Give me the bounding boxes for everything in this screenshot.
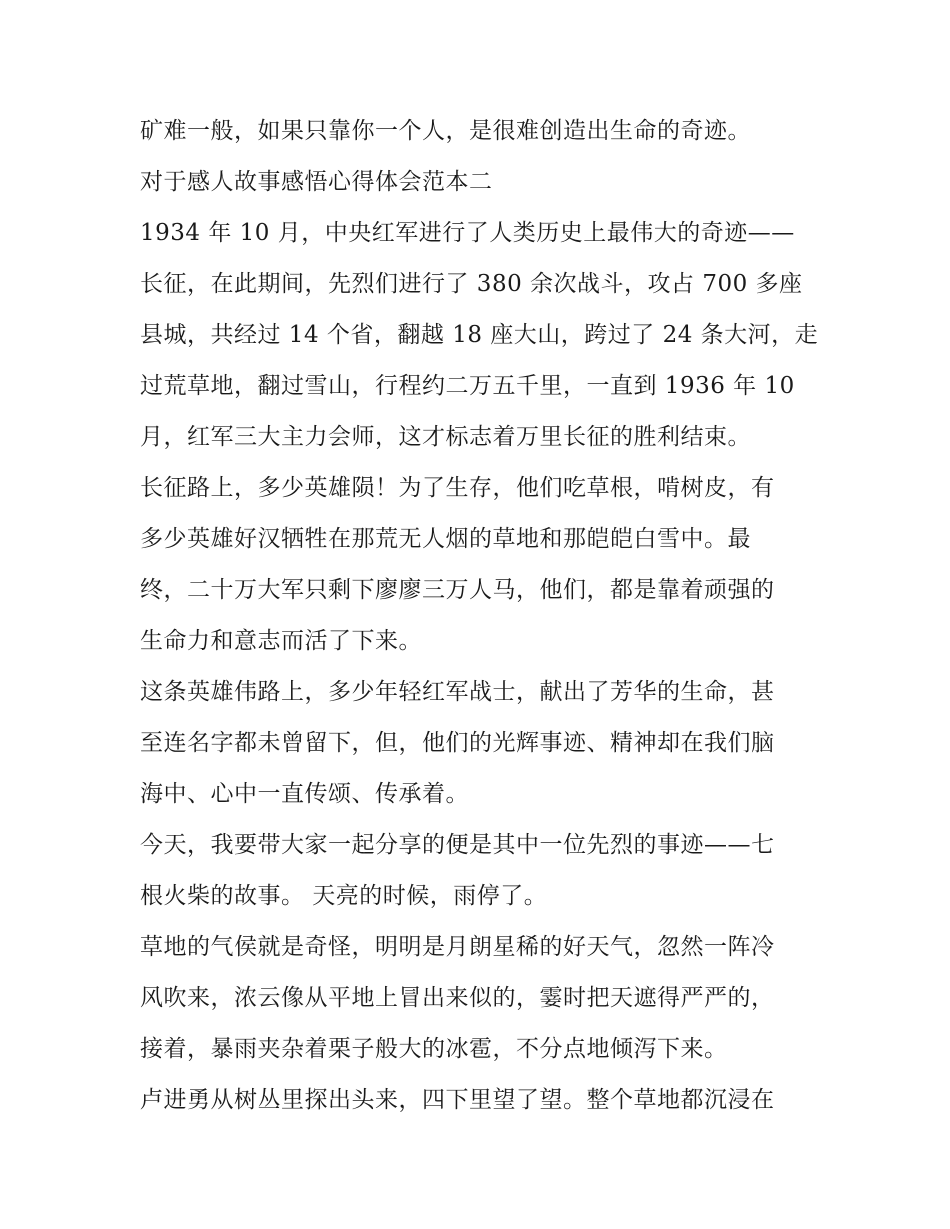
- text-line: 风吹来，浓云像从平地上冒出来似的，霎时把天遮得严严的，: [140, 985, 775, 1011]
- section-heading: 对于感人故事感悟心得体会范本二: [140, 169, 493, 195]
- text-line: 长征，在此期间，先烈们进行了 380 余次战斗，攻占 700 多座: [140, 271, 803, 297]
- text-line: 今天，我要带大家一起分享的便是其中一位先烈的事迹——七: [140, 832, 775, 858]
- text-line: 终，二十万大军只剩下廖廖三万人马，他们，都是靠着顽强的: [140, 577, 775, 603]
- text-line: 生命力和意志而活了下来。: [140, 628, 422, 654]
- text-line: 月，红军三大主力会师，这才标志着万里长征的胜利结束。: [140, 424, 751, 450]
- text-line: 海中、心中一直传颂、传承着。: [140, 781, 469, 807]
- text-line: 县城，共经过 14 个省，翻越 18 座大山，跨过了 24 条大河，走: [140, 322, 819, 348]
- text-line: 过荒草地，翻过雪山，行程约二万五千里，一直到 1936 年 10: [140, 373, 795, 399]
- text-line: 卢进勇从树丛里探出头来，四下里望了望。整个草地都沉浸在: [140, 1087, 775, 1113]
- text-line: 矿难一般，如果只靠你一个人，是很难创造出生命的奇迹。: [140, 118, 751, 144]
- text-line: 草地的气侯就是奇怪，明明是月朗星稀的好天气，忽然一阵冷: [140, 934, 775, 960]
- text-line: 长征路上，多少英雄陨！为了生存，他们吃草根，啃树皮，有: [140, 475, 775, 501]
- text-line: 多少英雄好汉牺牲在那荒无人烟的草地和那皑皑白雪中。最: [140, 526, 751, 552]
- text-line: 至连名字都未曾留下，但，他们的光辉事迹、精神却在我们脑: [140, 730, 775, 756]
- text-line: 1934 年 10 月，中央红军进行了人类历史上最伟大的奇迹——: [140, 220, 795, 246]
- text-line: 接着，暴雨夹杂着栗子般大的冰雹，不分点地倾泻下来。: [140, 1036, 728, 1062]
- text-line: 这条英雄伟路上，多少年轻红军战士，献出了芳华的生命，甚: [140, 679, 775, 705]
- document-body: [140, 106, 820, 1126]
- text-line: 根火柴的故事。 天亮的时候，雨停了。: [140, 883, 548, 909]
